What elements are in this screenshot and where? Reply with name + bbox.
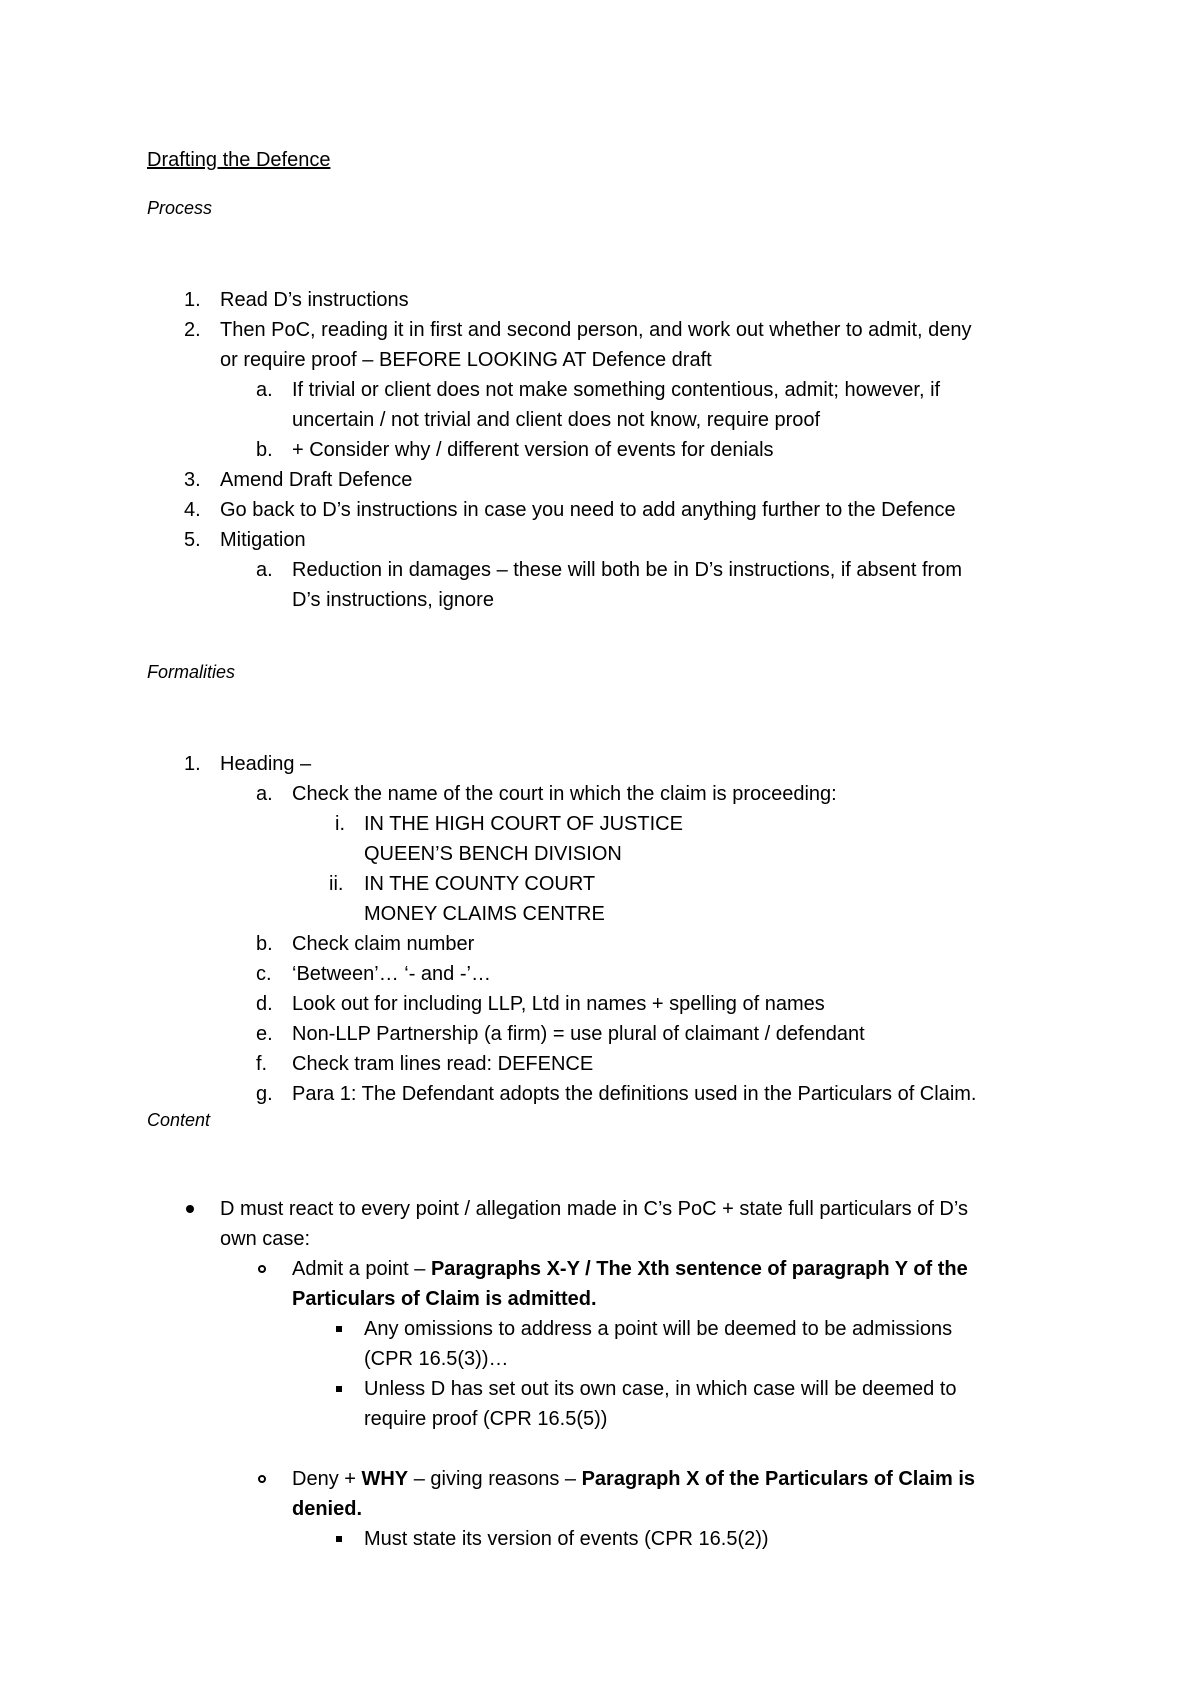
list-item: Non-LLP Partnership (a firm) = use plural of claimant / defendant bbox=[292, 1023, 865, 1045]
section-heading-formalities: Formalities bbox=[147, 662, 236, 682]
list-item: IN THE HIGH COURT OF JUSTICE bbox=[364, 813, 683, 835]
list-item: + Consider why / different version of events for denials bbox=[292, 439, 774, 461]
list-item: Look out for including LLP, Ltd in names + spelling of names bbox=[292, 993, 825, 1015]
list-item: Go back to D’s instructions in case you need to add anything further to the Defence bbox=[220, 499, 956, 521]
list-item: Heading – bbox=[220, 753, 312, 775]
list-marker: 4. bbox=[184, 499, 201, 521]
deny-why-text: WHY bbox=[361, 1468, 409, 1490]
list-item-continuation: MONEY CLAIMS CENTRE bbox=[364, 903, 605, 925]
list-marker: a. bbox=[256, 559, 273, 581]
list-item-continuation: or require proof – BEFORE LOOKING AT Defence draft bbox=[220, 349, 712, 371]
deny-bold-text: Paragraph X of the Particulars of Claim is bbox=[581, 1468, 976, 1490]
list-item: Check claim number bbox=[292, 933, 475, 955]
list-item-continuation: own case: bbox=[220, 1228, 311, 1250]
list-item: Check the name of the court in which the claim is proceeding: bbox=[292, 783, 837, 805]
list-item: D must react to every point / allegation made in C’s PoC + state full particulars of D’s bbox=[220, 1198, 968, 1220]
list-item-continuation: Particulars of Claim is admitted. bbox=[292, 1288, 597, 1310]
list-item: Must state its version of events (CPR 16.5(2)) bbox=[364, 1528, 769, 1550]
section-heading-content: Content bbox=[147, 1110, 211, 1130]
list-marker: a. bbox=[256, 379, 273, 401]
list-item: Any omissions to address a point will be deemed to be admissions bbox=[364, 1318, 953, 1340]
list-marker: e. bbox=[256, 1023, 273, 1045]
list-item: Reduction in damages – these will both be in D’s instructions, if absent from bbox=[292, 559, 962, 581]
list-item-continuation: QUEEN’S BENCH DIVISION bbox=[364, 843, 622, 865]
list-marker: i. bbox=[335, 813, 345, 835]
list-item bbox=[292, 1465, 975, 1493]
list-item: Amend Draft Defence bbox=[220, 469, 413, 491]
bullet-square-icon bbox=[336, 1536, 342, 1542]
bullet-square-icon bbox=[336, 1326, 342, 1332]
list-marker: a. bbox=[256, 783, 273, 805]
list-item: Check tram lines read: DEFENCE bbox=[292, 1053, 594, 1075]
list-marker: c. bbox=[256, 963, 272, 985]
list-marker: 2. bbox=[184, 319, 201, 341]
list-item-continuation: D’s instructions, ignore bbox=[292, 589, 494, 611]
list-marker: b. bbox=[256, 933, 273, 955]
bullet-square-icon bbox=[336, 1386, 342, 1392]
list-marker: f. bbox=[256, 1053, 268, 1075]
bullet-circle-icon bbox=[258, 1475, 266, 1483]
list-item-continuation: require proof (CPR 16.5(5)) bbox=[364, 1408, 608, 1430]
list-item: Para 1: The Defendant adopts the definitions used in the Particulars of Claim. bbox=[292, 1083, 977, 1105]
list-marker: d. bbox=[256, 993, 273, 1015]
list-marker: 3. bbox=[184, 469, 201, 491]
document-title: Drafting the Defence bbox=[147, 149, 331, 171]
bullet-dot-icon bbox=[186, 1205, 194, 1213]
list-item: Unless D has set out its own case, in which case will be deemed to bbox=[364, 1378, 957, 1400]
list-marker: g. bbox=[256, 1083, 273, 1105]
list-item: If trivial or client does not make something contentious, admit; however, if bbox=[292, 379, 941, 401]
list-item bbox=[292, 1255, 968, 1283]
list-item-continuation: uncertain / not trivial and client does not know, require proof bbox=[292, 409, 821, 431]
section-heading-process: Process bbox=[147, 198, 213, 218]
list-item: Read D’s instructions bbox=[220, 289, 409, 311]
list-marker: 1. bbox=[184, 753, 201, 775]
deny-text: Deny + bbox=[292, 1468, 362, 1490]
list-item: Then PoC, reading it in first and second person, and work out whether to admit, deny bbox=[220, 319, 972, 341]
list-item-continuation: denied. bbox=[292, 1498, 363, 1520]
list-marker: 1. bbox=[184, 289, 201, 311]
list-marker: b. bbox=[256, 439, 273, 461]
admit-text: Admit a point – bbox=[292, 1258, 431, 1280]
bullet-circle-icon bbox=[258, 1265, 266, 1273]
list-item: Mitigation bbox=[220, 529, 306, 551]
list-marker: ii. bbox=[329, 873, 344, 895]
admit-bold-text: Paragraphs X-Y / The Xth sentence of paragraph Y of the bbox=[430, 1258, 968, 1280]
list-item: ‘Between’… ‘- and -’… bbox=[292, 963, 491, 985]
deny-reason-text: – giving reasons – bbox=[408, 1468, 582, 1490]
list-item: IN THE COUNTY COURT bbox=[364, 873, 596, 895]
list-marker: 5. bbox=[184, 529, 201, 551]
list-item-continuation: (CPR 16.5(3))… bbox=[364, 1348, 509, 1370]
